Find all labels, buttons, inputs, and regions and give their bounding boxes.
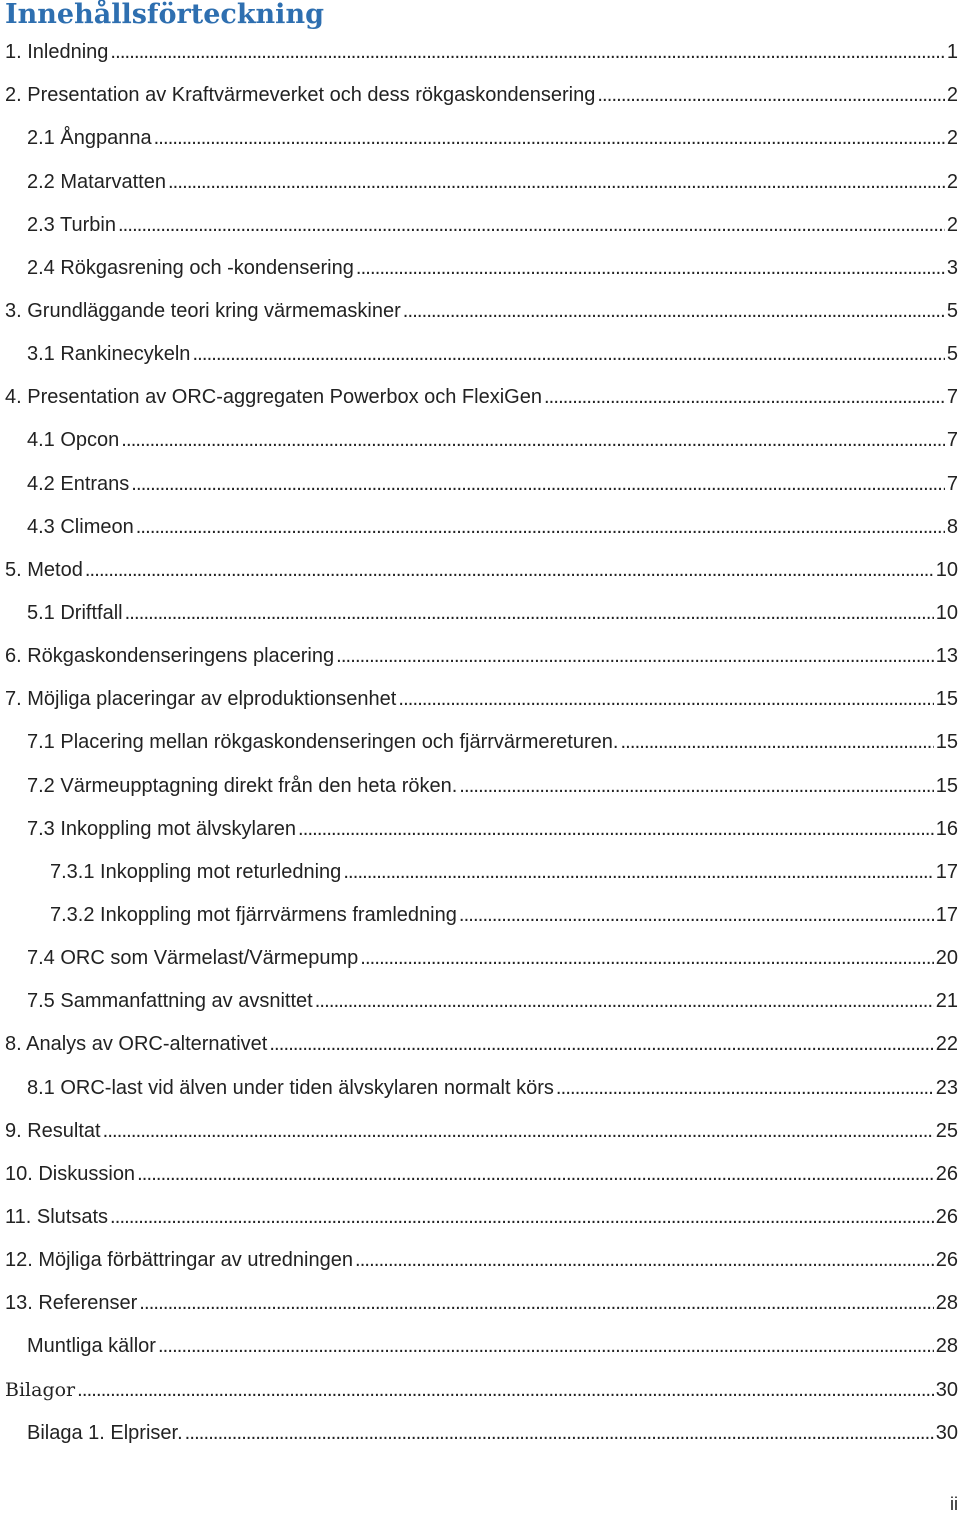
toc-dot-leader [398, 687, 933, 711]
toc-entry-label: 7.4 ORC som Värmelast/Värmepump [27, 947, 359, 970]
toc-entry-label: 2.2 Matarvatten [27, 170, 166, 193]
toc-entry-page-number: 26 [935, 1162, 958, 1185]
toc-entry-label: 7.3 Inkoppling mot älvskylaren [27, 817, 297, 840]
toc-entry[interactable] [0, 1323, 960, 1366]
toc-entry-page-number: 25 [935, 1119, 958, 1142]
toc-dot-leader [168, 170, 945, 194]
toc-dot-leader [343, 860, 933, 884]
toc-entry-page-number: 15 [935, 688, 958, 711]
toc-entry[interactable] [0, 245, 960, 288]
toc-dot-leader [356, 256, 945, 280]
toc-entry-label: 8.1 ORC-last vid älven under tiden älvskylaren normalt körs [27, 1076, 554, 1099]
toc-entry-page-number: 20 [935, 947, 958, 970]
toc-entry-label: 11. Slutsats [5, 1205, 109, 1228]
toc-entry[interactable] [0, 460, 960, 503]
toc-entry-page-number: 16 [935, 817, 958, 840]
toc-dot-leader [77, 1378, 934, 1402]
toc-entry-label: 7.3.1 Inkoppling mot returledning [50, 860, 342, 883]
toc-dot-leader [556, 1076, 934, 1100]
toc-entry-label: 7.1 Placering mellan rökgaskondenseringen och fjärrvärmereturen. [27, 731, 619, 754]
toc-dot-leader [315, 989, 934, 1013]
toc-entry-page-number: 30 [935, 1421, 958, 1444]
toc-entry[interactable] [0, 202, 960, 245]
toc-entry[interactable] [0, 288, 960, 331]
toc-entry[interactable] [0, 719, 960, 762]
toc-entry[interactable] [0, 1064, 960, 1107]
toc-dot-leader [158, 1334, 934, 1358]
toc-entry-page-number: 7 [946, 386, 958, 409]
toc-dot-leader [355, 1248, 934, 1272]
toc-entry-page-number: 17 [935, 903, 958, 926]
toc-entry-page-number: 2 [946, 213, 958, 236]
toc-entry[interactable] [0, 978, 960, 1021]
toc-entry-page-number: 15 [935, 774, 958, 797]
toc-entry[interactable] [0, 1021, 960, 1064]
toc-entry[interactable] [0, 72, 960, 115]
toc-dot-leader [131, 472, 945, 496]
toc-entry[interactable] [0, 849, 960, 892]
toc-entry[interactable] [0, 935, 960, 978]
toc-entry-page-number: 21 [935, 990, 958, 1013]
toc-entry-label: 5. Metod [5, 558, 83, 581]
toc-entry-label: 4.3 Climeon [27, 515, 134, 538]
toc-entry[interactable] [0, 1151, 960, 1194]
toc-entry-label: 7.3.2 Inkoppling mot fjärrvärmens framledning [50, 903, 457, 926]
toc-dot-leader [269, 1032, 933, 1056]
toc-entry[interactable] [0, 806, 960, 849]
toc-dot-leader [336, 644, 934, 668]
toc-entry-page-number: 7 [946, 429, 958, 452]
toc-dot-leader [125, 601, 934, 625]
toc-entry[interactable] [0, 331, 960, 374]
toc-dot-leader [597, 83, 945, 107]
toc-entry[interactable] [0, 29, 960, 72]
toc-dot-leader [110, 1205, 934, 1229]
toc-entry-page-number: 5 [946, 299, 958, 322]
toc-entry[interactable] [0, 633, 960, 676]
toc-entry-page-number: 1 [946, 41, 958, 64]
toc-entry-label: 7.2 Värmeupptagning direkt från den heta röken. [27, 774, 458, 797]
toc-dot-leader [298, 817, 934, 841]
toc-entry-page-number: 2 [946, 84, 958, 107]
toc-entry-page-number: 8 [946, 515, 958, 538]
toc-entry-label: 8. Analys av ORC-alternativet [5, 1033, 268, 1056]
toc-entry-label: 4.1 Opcon [27, 429, 120, 452]
toc-entry-page-number: 28 [935, 1292, 958, 1315]
toc-entry[interactable] [0, 892, 960, 935]
toc-entry-label: 13. Referenser [5, 1292, 138, 1315]
toc-entry-label: 1. Inledning [5, 41, 109, 64]
toc-entry-page-number: 5 [946, 343, 958, 366]
toc-dot-leader [85, 558, 934, 582]
toc-dot-leader [136, 515, 945, 539]
toc-entry[interactable] [0, 762, 960, 805]
toc-entry-label: 2.4 Rökgasrening och -kondensering [27, 256, 354, 279]
toc-dot-leader [459, 774, 933, 798]
toc-entry-page-number: 26 [935, 1249, 958, 1272]
toc-dot-leader [110, 40, 944, 64]
toc-entry-label: Muntliga källor [27, 1335, 156, 1358]
toc-entry-page-number: 10 [935, 558, 958, 581]
toc-entry-label: 10. Diskussion [5, 1162, 136, 1185]
toc-entry[interactable] [0, 115, 960, 158]
toc-entry[interactable] [0, 590, 960, 633]
toc-entry-page-number: 28 [935, 1335, 958, 1358]
toc-entry-label: Bilagor [5, 1378, 76, 1401]
toc-dot-leader [192, 342, 944, 366]
toc-dot-leader [459, 903, 934, 927]
toc-dot-leader [103, 1119, 934, 1143]
toc-dot-leader [121, 428, 945, 452]
toc-entry[interactable] [0, 158, 960, 201]
toc-entry-page-number: 23 [935, 1076, 958, 1099]
toc-entry-page-number: 22 [935, 1033, 958, 1056]
toc-entry-label: 2. Presentation av Kraftvärmeverket och dess rökgaskondensering [5, 84, 596, 107]
toc-entry-page-number: 17 [935, 860, 958, 883]
toc-entry-label: Bilaga 1. Elpriser. [27, 1421, 183, 1444]
toc-entry-page-number: 7 [946, 472, 958, 495]
toc-dot-leader [185, 1421, 934, 1445]
toc-entry-label: 7. Möjliga placeringar av elproduktionsenhet [5, 688, 397, 711]
toc-entry-page-number: 2 [946, 127, 958, 150]
toc-dot-leader [620, 730, 933, 754]
toc-entry-label: 3. Grundläggande teori kring värmemaskiner [5, 299, 401, 322]
toc-dot-leader [137, 1162, 934, 1186]
toc-entry[interactable] [0, 417, 960, 460]
toc-dot-leader [139, 1291, 933, 1315]
toc-dot-leader [118, 213, 945, 237]
toc-entry-page-number: 15 [935, 731, 958, 754]
toc-entry[interactable] [0, 504, 960, 547]
toc-entry[interactable] [0, 1410, 960, 1453]
toc-dot-leader [154, 126, 945, 150]
toc-dot-leader [403, 299, 945, 323]
toc-title: Innehållsförteckning [5, 0, 324, 30]
toc-dot-leader [544, 385, 945, 409]
toc-entry[interactable] [0, 676, 960, 719]
toc-entry[interactable] [0, 1366, 960, 1409]
toc-entry-label: 9. Resultat [5, 1119, 101, 1142]
toc-entry-label: 12. Möjliga förbättringar av utredningen [5, 1249, 353, 1272]
toc-entry-page-number: 2 [946, 170, 958, 193]
toc-entry[interactable] [0, 1237, 960, 1280]
toc-entry-label: 2.1 Ångpanna [27, 127, 152, 150]
toc-entry-label: 7.5 Sammanfattning av avsnittet [27, 990, 313, 1013]
toc-dot-leader [360, 946, 934, 970]
toc-entry-label: 5.1 Driftfall [27, 601, 123, 624]
toc-entry[interactable] [0, 547, 960, 590]
toc-entry-label: 4. Presentation av ORC-aggregaten Powerbox och FlexiGen [5, 386, 542, 409]
toc-entry[interactable] [0, 1194, 960, 1237]
toc-list [0, 29, 960, 1453]
toc-entry-page-number: 30 [935, 1378, 958, 1401]
toc-entry-label: 3.1 Rankinecykeln [27, 343, 191, 366]
toc-entry[interactable] [0, 1280, 960, 1323]
toc-entry-page-number: 13 [935, 645, 958, 668]
toc-entry[interactable] [0, 374, 960, 417]
toc-entry-label: 6. Rökgaskondenseringens placering [5, 645, 335, 668]
toc-entry-label: 4.2 Entrans [27, 472, 130, 495]
page-number: ii [950, 1494, 958, 1514]
toc-entry[interactable] [0, 1108, 960, 1151]
toc-entry-page-number: 3 [946, 256, 958, 279]
toc-entry-page-number: 26 [935, 1205, 958, 1228]
toc-entry-page-number: 10 [935, 601, 958, 624]
toc-entry-label: 2.3 Turbin [27, 213, 116, 236]
